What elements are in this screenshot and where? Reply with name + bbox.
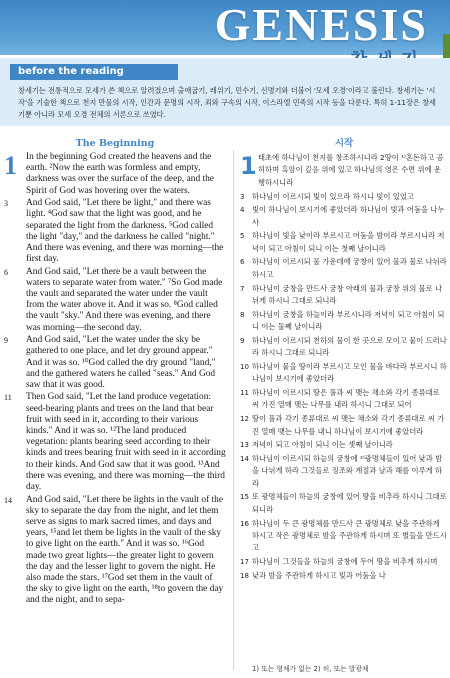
verse-text: 하나님이 궁창을 만드사 궁창 아래의 물과 궁창 위의 물로 나뉘게 하시니 그대로 되니라 xyxy=(252,283,443,305)
verse-text: 하나님이 이르시되 물 가운데에 궁창이 있어 물과 물로 나뉘라 하시고 xyxy=(252,257,447,279)
verse-number: 14 xyxy=(240,454,249,463)
korean-column xyxy=(240,138,448,583)
verse-paragraph xyxy=(240,152,448,189)
verse-paragraph xyxy=(240,387,448,412)
verse-text: And God said, "Let there be light," and there was light. ⁴God saw that the light was good, and he separated the light from the darkness. ⁵God called the light "day," and the darkness he called "night." And there was evening, and there was morning—the first day. xyxy=(26,198,224,265)
verse-number: 15 xyxy=(240,493,249,502)
verse-number: 4 xyxy=(240,206,245,215)
verse-text: 하나님이 두 큰 광명체를 만드사 큰 광명체로 낮을 주관하게 하시고 작은 광명체로 밤을 주관하게 하시며 또 별들을 만드시고 xyxy=(252,518,447,553)
verse-paragraph xyxy=(240,439,448,451)
verse-number: 5 xyxy=(240,232,245,241)
verse-number: 9 xyxy=(4,336,8,346)
column-divider xyxy=(233,150,234,670)
verse-paragraph xyxy=(4,335,226,391)
verse-paragraph xyxy=(4,198,226,265)
verse-paragraph xyxy=(4,152,226,197)
verse-text: 태초에 하나님이 천지를 창조하시니라 2땅이 ¹⁾혼돈하고 공허하며 흑암이 깊음 위에 있고 하나님의 영은 수면 위에 운행하시니라 xyxy=(258,153,444,187)
intro-label: before the reading xyxy=(10,64,178,80)
chapter-number: 1 xyxy=(240,152,257,180)
verse-number: 8 xyxy=(240,310,245,319)
verse-paragraph xyxy=(4,392,226,493)
verse-text: 하나님이 이르시되 땅은 풀과 씨 맺는 채소와 각기 종류대로 씨 가진 열매 맺는 나무를 내라 하시니 그대로 되어 xyxy=(252,387,440,410)
verse-paragraph xyxy=(240,518,448,555)
verse-paragraph xyxy=(4,495,226,607)
english-column xyxy=(4,138,226,608)
verse-number: 14 xyxy=(4,495,12,505)
verse-text: 빛이 하나님이 보시기에 좋았더라 하나님이 빛과 어둠을 나누사 xyxy=(252,205,445,227)
verse-text: 낮과 밤을 주관하게 하시고 빛과 어둠을 나 xyxy=(252,570,386,580)
verse-number: 3 xyxy=(240,192,245,201)
chapter-number: 1 xyxy=(4,151,17,180)
verse-number: 9 xyxy=(240,336,245,345)
verse-paragraph xyxy=(240,204,448,229)
verse-number: 11 xyxy=(240,388,249,397)
verse-paragraph xyxy=(240,453,448,490)
footnote: 1) 또는 형체가 없는 2) 히, 또는 발광체 xyxy=(252,665,369,673)
verse-number: 7 xyxy=(240,284,245,293)
verse-paragraph xyxy=(240,191,448,203)
verse-paragraph xyxy=(240,361,448,386)
verse-text: 하나님이 궁창을 하늘이라 부르시니라 저녁이 되고 아침이 되니 이는 둘째 날이니라 xyxy=(252,309,445,332)
book-title-english: GENESIS xyxy=(214,0,428,50)
verse-paragraph xyxy=(240,491,448,516)
verse-text: 땅이 풀과 각기 종류대로 씨 맺는 채소와 각기 종류대로 씨 가진 열매 맺는 나무를 내니 하나님이 보시기에 좋았더라 xyxy=(252,414,445,436)
verse-paragraph xyxy=(240,309,448,334)
verse-paragraph xyxy=(240,283,448,308)
verse-number: 6 xyxy=(240,258,245,267)
verse-number: 11 xyxy=(4,393,12,403)
verse-text: 하나님이 이르시되 빛이 있으라 하시니 빛이 있었고 xyxy=(252,191,414,201)
verse-text: 하나님이 이르시되 하늘의 궁창에 ²⁾광명체들이 있어 낮과 밤을 나뉘게 하라 그것들로 징조와 계절과 날과 해를 이루게 하라 xyxy=(252,453,443,488)
verse-paragraph xyxy=(240,570,448,582)
verse-text: And God said, "Let the water under the sky be gathered to one place, and let dry ground appear." And it was so. ¹⁰God called the dry ground "land," and the gathered waters he called "seas." And God saw that it was good. xyxy=(26,335,216,390)
verse-number: 16 xyxy=(240,519,249,528)
verse-number: 17 xyxy=(240,558,249,567)
verse-text: Then God said, "Let the land produce vegetation: seed-bearing plants and trees on the land that bear fruit with seed in it, according to their various kinds." And it was so. ¹²The land produced vegetation: plants bearing seed according to their kinds and trees bearing fruit with seed in it according to their kinds. And God saw that it was good. ¹³And there was evening, and there was morning—the third day. xyxy=(26,392,226,493)
verse-text: 하나님이 빛을 낮이라 부르시고 어둠을 밤이라 부르시니라 저녁이 되고 아침이 되니 이는 첫째 날이니라 xyxy=(252,231,445,253)
verse-text: 또 광명체들이 하늘의 궁창에 있어 땅을 비추라 하시니 그대로 되니라 xyxy=(252,492,447,514)
verse-number: 13 xyxy=(240,441,249,450)
verse-paragraph xyxy=(240,335,448,360)
verse-paragraph xyxy=(240,256,448,281)
verse-paragraph xyxy=(240,230,448,255)
intro-text: 창세기는 전통적으로 모세가 쓴 책으로 알려졌으며 출애굽기, 레위기, 민수기, 신명기와 더불어 '모세 오경'이라고 불린다. 창세기는 '시작'을 기술한 책으로 천지 만물의 시작, 인간과 문명의 시작, 죄와 구속의 시작, 이스라엘 민족의 시작 등을 다룬다. 특히 1-11장은 창세기뿐 아니라 모세 오경 전체의 서론으로 쓰였다. xyxy=(18,86,436,119)
section-title-english: The Beginning xyxy=(75,138,155,149)
verse-paragraph xyxy=(4,267,226,334)
verse-number: 12 xyxy=(240,415,249,424)
verse-text: And God said, "Let there be a vault between the waters to separate water from water." ⁷So God made the vault and separated the water under the vault from the water above it. And it was so. ⁸God called the vault "sky." And there was evening, and there was morning—the second day. xyxy=(26,266,223,333)
verse-text: And God said, "Let there be lights in the vault of the sky to separate the day from the night, and let them serve as signs to mark sacred times, and days and years, ¹⁵and let them be lights in the vault of the sky to give light on the earth." And it was so. ¹⁶God made two great lights—the greater light to govern the day and the lesser light to govern the night. He also made the stars. ¹⁷God set them in the vault of the sky to give light on the earth, ¹⁸to govern the day and the night, and to sepa- xyxy=(26,494,224,606)
verse-text: 하나님이 뭍을 땅이라 부르시고 모인 물을 바다라 부르시니 하나님이 보시기에 좋았더라 xyxy=(252,361,447,384)
verse-paragraph xyxy=(240,413,448,438)
verse-text: 저녁이 되고 아침이 되니 이는 셋째 날이니라 xyxy=(252,440,393,450)
verse-number: 18 xyxy=(240,571,249,580)
verse-number: 10 xyxy=(240,362,249,371)
verse-text: 하나님이 그것들을 하늘의 궁창에 두어 땅을 비추게 하시며 xyxy=(252,557,438,567)
english-verses xyxy=(4,152,226,607)
verse-paragraph xyxy=(240,556,448,568)
verse-text: 하나님이 이르시되 천하의 물이 한 곳으로 모이고 뭍이 드러나라 하시니 그대로 되니라 xyxy=(252,335,447,358)
korean-verses xyxy=(240,152,448,582)
verse-text: In the beginning God created the heavens and the earth. ²Now the earth was formless and empty, darkness was over the surface of the deep, and the Spirit of God was hovering over the waters. xyxy=(26,152,214,196)
verse-number: 3 xyxy=(4,199,8,209)
section-title-korean: 시작 xyxy=(334,138,354,149)
verse-number: 6 xyxy=(4,267,8,277)
